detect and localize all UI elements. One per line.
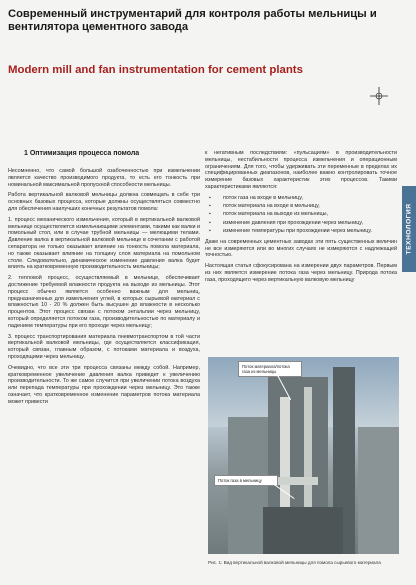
list-item: ▪ поток материала на выходе из мельницы, bbox=[205, 211, 397, 218]
list-item: ▪ изменение давления при прохождении через мельницу, bbox=[205, 220, 397, 227]
paragraph: Даже на современных цементных заводах эти пять существенных величин не все измеряются или во многих случаях не измеряются с надлежащей точностью. bbox=[205, 238, 397, 259]
section-heading: 1 Оптимизация процесса помола bbox=[24, 150, 140, 157]
right-column bbox=[205, 150, 397, 288]
figure-caption: Рис. 1: Вид вертикальной валковой мельницы для помола сырьевого материала bbox=[208, 560, 381, 565]
paragraph: 1. процесс механического измельчения, который в вертикальной валковой мельнице осуществляется измельчающими элементами, такими как валки и помольный стол, или в случае трубной мельницы — мелющими телами. Давление валка в вертикальной валковой мельнице в сочетании с работой сепаратора не только оказывает влияние на тонкость помола материала, но также оказывает влияние на толщину слоя материала на помольном столе. Следовательно, динамическое изменение давления валка будет влиять на кратковременную производительность мельницы; bbox=[8, 216, 200, 271]
photo-mill-body bbox=[263, 507, 343, 554]
section-side-tab bbox=[402, 186, 416, 272]
list-item: ▪ поток материала на входе в мельницу, bbox=[205, 203, 397, 210]
article-title-ru: Современный инструментарий для контроля работы мельницы и вентилятора цементного завода bbox=[8, 8, 377, 33]
paragraph: Работа вертикальной валковой мельницы должна совмещать в себе три основных базовых процесса, которые должны осуществляться совместно для обеспечения наилучших конечных результатов помола: bbox=[8, 192, 200, 212]
list-item: ▪ поток газа на входе в мельницу, bbox=[205, 195, 397, 202]
callout-gas-inlet: Поток газа в мельницу bbox=[214, 475, 278, 486]
photo-duct bbox=[280, 397, 290, 507]
paragraph: 2. тепловой процесс, осуществляемый в мельнице, обеспечивает достижение требуемой влажности продукта на выходе из мельницы. Этот процесс обычно является особенно важным для мельниц, предназначенных для измельчения углей, в которых сырьевой материал с влажностью 10 - 20 % должен быть высушен до влажности в несколько процентов. Этот процесс связан с потоком энтальпии через мельницу, который определяется потоком газа, производительностью по материалу и падением температуры при его проходе через мельницу; bbox=[8, 275, 200, 329]
photo-structure bbox=[358, 427, 399, 554]
paragraph: Настоящая статья сфокусирована на измерении двух параметров. Первым из них является измерение потока газа через мельницу. Природа потока газа, проходящего через вертикальную валковую мельницу bbox=[205, 263, 397, 283]
left-column bbox=[8, 150, 200, 410]
paragraph: 3. процесс транспортирования материала пневмотранспортом в той части вертикальной валковой мельницы, где осуществляется классификация, который связан, главным образом, с потоками материала и воздуха, проходящими через мельницу. bbox=[8, 333, 200, 360]
photo-duct bbox=[304, 387, 312, 507]
crosshair-icon bbox=[369, 86, 389, 106]
side-tab-label: ТЕХНОЛОГИЯ bbox=[405, 203, 413, 255]
parameter-list bbox=[205, 195, 397, 235]
mill-photo bbox=[208, 357, 399, 554]
article-title-en: Modern mill and fan instrumentation for cement plants bbox=[8, 64, 303, 76]
paragraph: к негативным последствиям: «пульсациям» в производительности мельницы, нестабильности процесса измельчения и операционным ограничениям. Для того, чтобы удерживать эти переменные в пределах их специфицированных диапазонов, наиболее важно контролировать точное измерение базовых характеристик этих процессов. Такими характеристиками являются: bbox=[205, 150, 397, 190]
list-item: ▪ изменение температуры при прохождении через мельницу. bbox=[205, 228, 397, 235]
callout-material-gas-outlet: Поток материала/потока газа из мельницы bbox=[238, 361, 302, 377]
paragraph: Очевидно, что все эти три процесса связаны между собой. Например, кратковременное увеличение давления валка приведет к увеличению производительности. То же самое случится при увеличении потока воздуха или перепада температуры при прохождении через мельницу. Это также означает, что кратковременное изменение параметров потока материала может привести bbox=[8, 364, 200, 405]
paragraph: Несомненно, что самой большой озабоченностью при измельчении является качество производимого продукта, то есть его тонкость при номинальной максимальной пропускной способности мельницы. bbox=[8, 168, 200, 188]
